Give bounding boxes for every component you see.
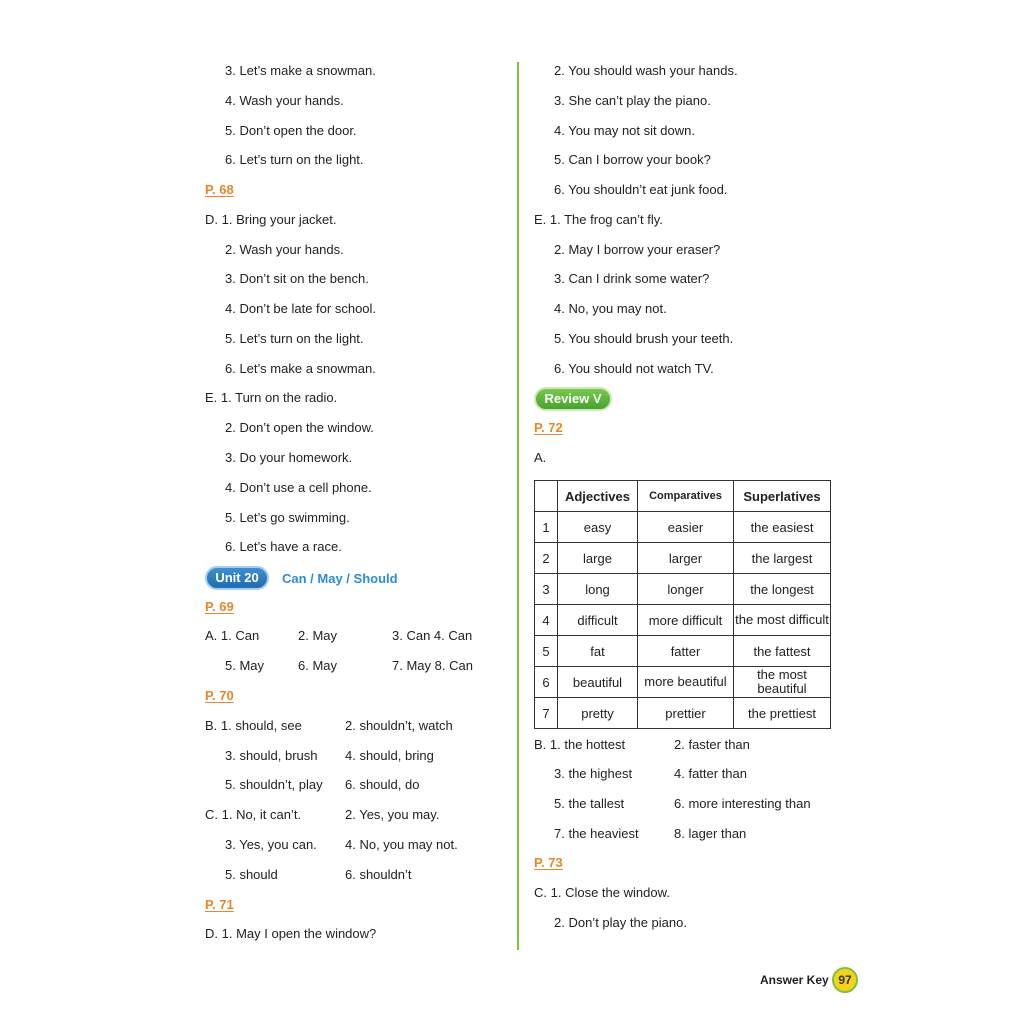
adjective-cell: beautiful xyxy=(558,667,638,698)
answer-line: C. 1. No, it can’t. xyxy=(205,807,302,822)
adjective-cell: fat xyxy=(558,636,638,667)
answer-line: 5. shouldn’t, play xyxy=(225,777,323,792)
answer-line: 6. more interesting than xyxy=(674,796,811,811)
superlative-cell: the easiest xyxy=(734,512,831,543)
table-header-adjectives: Adjectives xyxy=(558,481,638,512)
answer-line: D. 1. May I open the window? xyxy=(205,926,377,941)
comparative-cell: more difficult xyxy=(638,605,734,636)
answer-line: 3. Can I drink some water? xyxy=(554,271,710,286)
row-number: 6 xyxy=(535,667,558,698)
superlative-cell: the prettiest xyxy=(734,698,831,729)
answer-line: 2. shouldn’t, watch xyxy=(345,718,453,733)
answer-line: 4. No, you may not. xyxy=(554,301,667,316)
answer-line: 3. Don’t sit on the bench. xyxy=(225,271,369,286)
answer-line: 5. the tallest xyxy=(554,796,625,811)
table-row xyxy=(535,605,831,636)
answer-line: 3. She can’t play the piano. xyxy=(554,93,711,108)
unit-badge: Unit 20 xyxy=(205,566,269,590)
comparative-cell: larger xyxy=(638,543,734,574)
answer-line: 3. the highest xyxy=(554,766,633,781)
comparative-cell: prettier xyxy=(638,698,734,729)
column-divider xyxy=(517,62,519,950)
answer-line: 2. Don’t open the window. xyxy=(225,420,374,435)
answer-line: 6. May xyxy=(298,658,338,673)
superlative-cell: the longest xyxy=(734,574,831,605)
table-header-comparatives: Comparatives xyxy=(638,481,734,512)
row-number: 3 xyxy=(535,574,558,605)
page-reference: P. 68 xyxy=(205,182,234,197)
table-row xyxy=(535,698,831,729)
answer-line: E. 1. Turn on the radio. xyxy=(205,390,338,405)
table-header-number xyxy=(535,481,558,512)
superlative-cell: the most beautiful xyxy=(734,667,831,698)
row-number: 4 xyxy=(535,605,558,636)
answer-line: 2. Wash your hands. xyxy=(225,242,344,257)
answer-line: 4. No, you may not. xyxy=(345,837,458,852)
answer-line: 6. should, do xyxy=(345,777,420,792)
table-row xyxy=(535,636,831,667)
adjective-cell: large xyxy=(558,543,638,574)
answer-line: 3. should, brush xyxy=(225,748,318,763)
answer-line: 4. Don’t use a cell phone. xyxy=(225,480,372,495)
answer-line: B. 1. the hottest xyxy=(534,737,626,752)
answer-line: 5. Can I borrow your book? xyxy=(554,152,711,167)
answer-line: 2. May I borrow your eraser? xyxy=(554,242,721,257)
table-header-superlatives: Superlatives xyxy=(734,481,831,512)
page-reference: P. 72 xyxy=(534,420,563,435)
answer-line: 6. Let’s turn on the light. xyxy=(225,152,364,167)
comparative-cell: easier xyxy=(638,512,734,543)
superlative-cell: the fattest xyxy=(734,636,831,667)
answer-line: 4. You may not sit down. xyxy=(554,123,695,138)
adjective-cell: long xyxy=(558,574,638,605)
page-reference: P. 73 xyxy=(534,855,563,870)
comparative-cell: longer xyxy=(638,574,734,605)
answer-line: 2. You should wash your hands. xyxy=(554,63,738,78)
footer-label: Answer Key xyxy=(760,973,829,987)
answer-line: 7. May 8. Can xyxy=(392,658,473,673)
answer-line: 7. the heaviest xyxy=(554,826,639,841)
answer-line: 4. fatter than xyxy=(674,766,747,781)
comparatives-table xyxy=(534,480,831,729)
answer-line: E. 1. The frog can’t fly. xyxy=(534,212,663,227)
answer-line: 5. Let’s go swimming. xyxy=(225,510,350,525)
answer-line: 2. Don’t play the piano. xyxy=(554,915,687,930)
comparative-cell: more beautiful xyxy=(638,667,734,698)
answer-line: 8. lager than xyxy=(674,826,747,841)
answer-line: 5. Don’t open the door. xyxy=(225,123,357,138)
answer-line: 6. shouldn’t xyxy=(345,867,412,882)
page-number: 97 xyxy=(832,967,858,993)
table-row xyxy=(535,574,831,605)
answer-line: 4. Don’t be late for school. xyxy=(225,301,377,316)
unit-title: Can / May / Should xyxy=(282,571,398,586)
adjective-cell: pretty xyxy=(558,698,638,729)
answer-line: 2. May xyxy=(298,628,338,643)
answer-line: 3. Yes, you can. xyxy=(225,837,317,852)
review-badge: Review V xyxy=(534,387,612,411)
adjective-cell: easy xyxy=(558,512,638,543)
answer-line: 5. should xyxy=(225,867,278,882)
page-reference: P. 71 xyxy=(205,897,234,912)
answer-line: 2. faster than xyxy=(674,737,750,752)
answer-line: 4. Wash your hands. xyxy=(225,93,344,108)
table-header-row xyxy=(535,481,831,512)
comparative-cell: fatter xyxy=(638,636,734,667)
answer-line: D. 1. Bring your jacket. xyxy=(205,212,337,227)
answer-line: 2. Yes, you may. xyxy=(345,807,440,822)
table-row xyxy=(535,512,831,543)
page-reference: P. 70 xyxy=(205,688,234,703)
page-reference: P. 69 xyxy=(205,599,234,614)
answer-line: 4. should, bring xyxy=(345,748,434,763)
answer-line: 3. Can 4. Can xyxy=(392,628,473,643)
superlative-cell: the most difficult xyxy=(734,605,831,636)
answer-line: A. xyxy=(534,450,547,465)
answer-line: 5. Let’s turn on the light. xyxy=(225,331,364,346)
answer-line: C. 1. Close the window. xyxy=(534,885,670,900)
answer-line: A. 1. Can xyxy=(205,628,260,643)
answer-line: 6. You shouldn’t eat junk food. xyxy=(554,182,728,197)
answer-line: 3. Do your homework. xyxy=(225,450,353,465)
answer-line: 3. Let’s make a snowman. xyxy=(225,63,376,78)
row-number: 2 xyxy=(535,543,558,574)
adjective-cell: difficult xyxy=(558,605,638,636)
answer-line: 6. Let’s make a snowman. xyxy=(225,361,376,376)
row-number: 7 xyxy=(535,698,558,729)
answer-line: 6. Let’s have a race. xyxy=(225,539,342,554)
row-number: 5 xyxy=(535,636,558,667)
row-number: 1 xyxy=(535,512,558,543)
table-row xyxy=(535,543,831,574)
answer-line: 5. May xyxy=(225,658,265,673)
answer-line: B. 1. should, see xyxy=(205,718,302,733)
answer-line: 6. You should not watch TV. xyxy=(554,361,714,376)
superlative-cell: the largest xyxy=(734,543,831,574)
answer-line: 5. You should brush your teeth. xyxy=(554,331,734,346)
table-row xyxy=(535,667,831,698)
